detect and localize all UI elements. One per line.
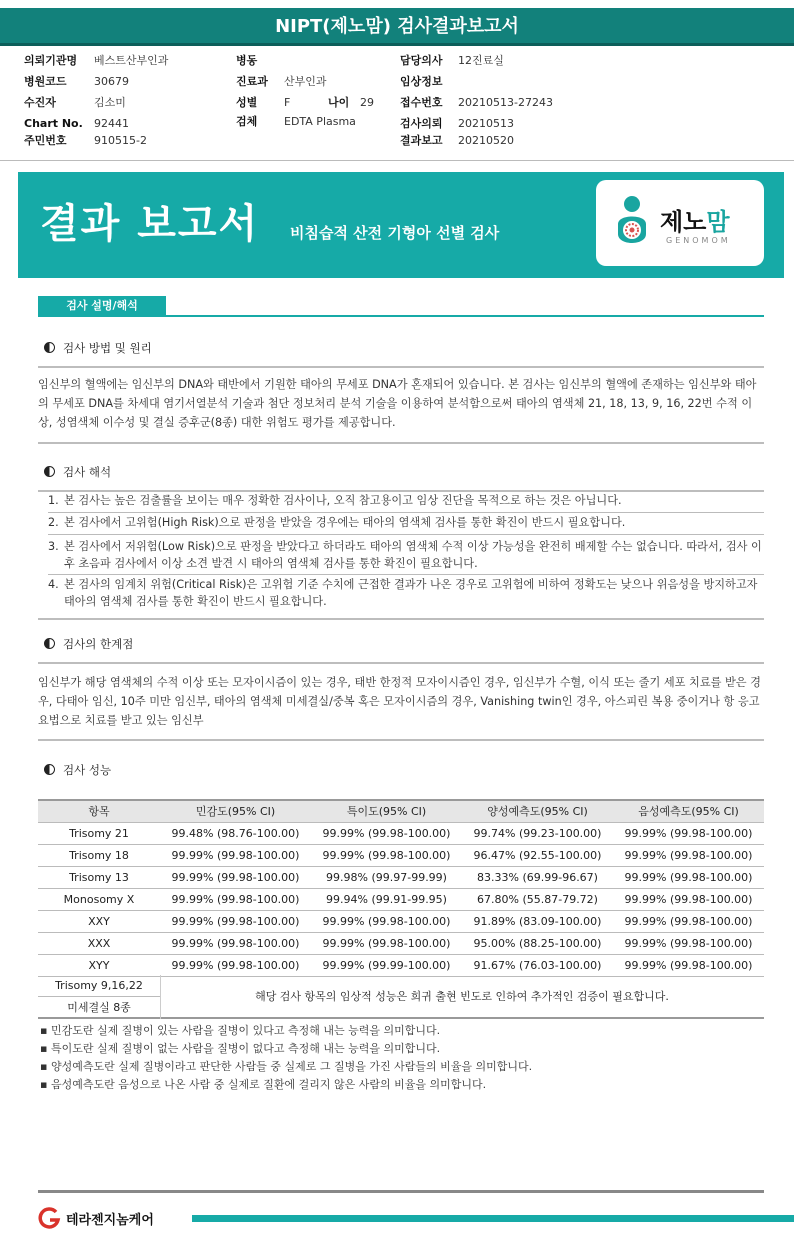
method-heading [44, 340, 152, 356]
section-tab: 검사 설명/해석 [38, 296, 166, 316]
divider [0, 160, 794, 161]
table-row [38, 954, 764, 976]
info-label: 병원코드 [24, 75, 67, 88]
footer-rule [38, 1190, 764, 1193]
row-label-cell: Trisomy 21 [38, 822, 160, 844]
value-cell: 99.98% (99.97-99.99) [311, 866, 462, 888]
row-label-cell: XXY [38, 910, 160, 932]
footer-bar [192, 1215, 794, 1222]
logo-name-a: 제노 [660, 208, 707, 236]
value-cell: 83.33% (69.99-96.67) [462, 866, 613, 888]
info-label: 검사의뢰 [400, 117, 443, 130]
info-label: 담당의사 [400, 54, 443, 67]
info-label: Chart No. [24, 117, 83, 130]
value-cell: 99.99% (99.98-100.00) [160, 932, 311, 954]
info-label: 성별 [236, 96, 258, 109]
method-text: 임신부의 혈액에는 임신부의 DNA와 태반에서 기원한 태아의 무세포 DNA가 혼재되어 있습니다. 본 검사는 임신부의 혈액에 존재하는 임신부와 태아의 무세포 DNA를 차세대 염기서열분석 기술과 첨단 정보처리 분석 기술을 이용하여 분석함으로써 태아의 염색체 21, 18, 13, 9, 16, 22번 수적 이상, 성염색체 이수성 및 결실 증후군(8종) 대한 위험도 평가를 제공합니다. [38, 378, 757, 429]
value-cell: 99.99% (99.98-100.00) [160, 844, 311, 866]
performance-heading-text: 검사 성능 [63, 763, 112, 777]
table-row [38, 888, 764, 910]
value-cell: 99.99% (99.98-100.00) [613, 844, 764, 866]
item-number: 1. [48, 494, 59, 507]
section-rule [38, 315, 764, 317]
half-circle-icon [44, 638, 55, 649]
performance-table [38, 799, 764, 977]
report-title: NIPT(제노맘) 검사결과보고서 [275, 16, 519, 37]
limitations-heading [44, 636, 133, 652]
value-cell: 99.99% (99.98-100.00) [613, 954, 764, 976]
value-cell: 67.80% (55.87-79.72) [462, 888, 613, 910]
row-label-cell: Trisomy 18 [38, 844, 160, 866]
info-value: F [284, 96, 291, 109]
note-text: 해당 검사 항목의 임상적 성능은 희귀 출현 빈도로 인하여 추가적인 검증이 필요합니다. [255, 990, 669, 1003]
logo-name [660, 202, 730, 237]
value-cell: 91.89% (83.09-100.00) [462, 910, 613, 932]
table-row [38, 932, 764, 954]
info-label: 진료과 [236, 75, 268, 88]
info-value: 베스트산부인과 [94, 54, 169, 67]
divider [38, 739, 764, 741]
definitions-list [40, 1022, 764, 1094]
value-cell: 99.99% (99.98-100.00) [613, 932, 764, 954]
item-text: 본 검사의 임계치 위험(Critical Risk)은 고위험 기준 수치에 근접한 결과가 나온 경우로 고위험에 비하여 정확도는 낮으나 위음성을 방지하고자 태아의 염색체 검사를 통한 확진이 반드시 필요합니다. [64, 578, 758, 608]
info-value: 910515-2 [94, 134, 147, 147]
info-label: 주민번호 [24, 134, 67, 147]
table-row [38, 910, 764, 932]
info-value: 산부인과 [284, 75, 327, 88]
half-circle-icon [44, 342, 55, 353]
item-number: 4. [48, 578, 59, 591]
info-label: 임상정보 [400, 75, 443, 88]
limitations-text: 임신부가 해당 염색체의 수적 이상 또는 모자이시즘이 있는 경우, 태반 한정적 모자이시즘인 경우, 임신부가 수혈, 이식 또는 줄기 세포 치료를 받은 경우, 다태아 임신, 10주 미만 임신부, 태아의 염색체 미세결실/중복 혹은 모자이시즘의 경우, Vanishing twin인 경우, 아스피린 복용 중이거나 항 응고 요법으로 치료를 받고 있는 임신부 [38, 676, 761, 727]
method-heading-text: 검사 방법 및 원리 [63, 341, 152, 355]
logo-name-b: 맘 [706, 208, 730, 236]
table-row [38, 822, 764, 844]
item-text: 본 검사에서 고위험(High Risk)으로 판정을 받았을 경우에는 태아의 염색체 검사를 통한 확진이 반드시 필요합니다. [64, 516, 626, 529]
limitations-heading-text: 검사의 한계점 [63, 637, 134, 651]
value-cell: 99.99% (99.98-100.00) [613, 910, 764, 932]
value-cell: 99.48% (98.76-100.00) [160, 822, 311, 844]
definition-item: ▪ 음성예측도란 음성으로 나온 사람 중 실제로 질환에 걸리지 않은 사람의 비율을 의미합니다. [40, 1078, 487, 1091]
info-value: 김소미 [94, 96, 126, 109]
table-row [38, 844, 764, 866]
item-number: 3. [48, 540, 59, 553]
value-cell: 99.99% (99.98-100.00) [613, 822, 764, 844]
value-cell: 95.00% (88.25-100.00) [462, 932, 613, 954]
column-header: 특이도(95% CI) [311, 800, 462, 822]
table-row [38, 866, 764, 888]
column-header: 민감도(95% CI) [160, 800, 311, 822]
age-value: 29 [360, 96, 374, 109]
logo-english: GENOMOM [666, 236, 731, 245]
value-cell: 99.99% (99.98-100.00) [613, 866, 764, 888]
info-label: 검체 [236, 115, 258, 128]
definition-item: ▪ 양성예측도란 실제 질병이라고 판단한 사람들 중 실제로 그 질병을 가진 사람들의 비율을 의미합니다. [40, 1060, 533, 1073]
info-label: 접수번호 [400, 96, 443, 109]
divider [48, 534, 764, 535]
genomom-logo [596, 180, 764, 266]
column-header: 항목 [38, 800, 160, 822]
value-cell: 96.47% (92.55-100.00) [462, 844, 613, 866]
report-title-bar [0, 8, 794, 46]
value-cell: 99.74% (99.23-100.00) [462, 822, 613, 844]
value-cell: 99.99% (99.98-100.00) [613, 888, 764, 910]
banner-title: 결과 보고서 [40, 201, 260, 247]
genomom-mark-icon [612, 194, 652, 252]
interpretation-heading-text: 검사 해석 [63, 465, 112, 479]
info-label: 결과보고 [400, 134, 443, 147]
patient-info [0, 52, 794, 157]
note-label: 미세결실 8종 [67, 1001, 131, 1014]
company-logo [36, 1207, 154, 1233]
item-text: 본 검사는 높은 검출률을 보이는 매우 정확한 검사이나, 오직 참고용이고 임상 진단을 목적으로 하는 것은 아닙니다. [64, 494, 622, 507]
value-cell: 99.99% (99.98-100.00) [160, 910, 311, 932]
divider [38, 442, 764, 444]
half-circle-icon [44, 764, 55, 775]
divider [38, 618, 764, 620]
row-label-cell: XYY [38, 954, 160, 976]
info-value: 20210513-27243 [458, 96, 553, 109]
banner-subtitle: 비침습적 산전 기형아 선별 검사 [290, 224, 500, 242]
age-label: 나이 [328, 96, 350, 109]
divider [48, 574, 764, 575]
value-cell: 99.99% (99.98-100.00) [311, 822, 462, 844]
info-value: 12진료실 [458, 54, 504, 67]
value-cell: 99.99% (99.98-100.00) [160, 866, 311, 888]
value-cell: 91.67% (76.03-100.00) [462, 954, 613, 976]
divider [38, 366, 764, 368]
value-cell: 99.99% (99.98-100.00) [311, 910, 462, 932]
performance-note-row [38, 975, 764, 1019]
value-cell: 99.99% (99.98-100.00) [160, 954, 311, 976]
divider [48, 512, 764, 513]
info-value: 92441 [94, 117, 129, 130]
item-number: 2. [48, 516, 59, 529]
interpretation-heading [44, 464, 111, 480]
info-label: 의뢰기관명 [24, 54, 78, 67]
item-text: 본 검사에서 저위험(Low Risk)으로 판정을 받았다고 하더라도 태아의 염색체 수적 이상 가능성을 완전히 배제할 수는 없습니다. 따라서, 검사 이후 초음파 검사에서 이상 소견 발견 시 태아의 염색체 검사를 통한 확진이 필요합니다. [64, 540, 762, 570]
result-banner [18, 172, 784, 278]
info-label: 병동 [236, 54, 258, 67]
company-g-icon [36, 1207, 62, 1229]
value-cell: 99.99% (99.99-100.00) [311, 954, 462, 976]
divider [38, 662, 764, 664]
value-cell: 99.99% (99.98-100.00) [311, 844, 462, 866]
half-circle-icon [44, 466, 55, 477]
performance-heading [44, 762, 111, 778]
row-label-cell: Monosomy X [38, 888, 160, 910]
column-header: 양성예측도(95% CI) [462, 800, 613, 822]
info-label: 수진자 [24, 96, 56, 109]
row-label-cell: XXX [38, 932, 160, 954]
definition-item: ▪ 민감도란 실제 질병이 있는 사람을 질병이 있다고 측정해 내는 능력을 의미합니다. [40, 1024, 441, 1037]
note-label: Trisomy 9,16,22 [38, 975, 160, 997]
definition-item: ▪ 특이도란 실제 질병이 없는 사람을 질병이 없다고 측정해 내는 능력을 의미합니다. [40, 1042, 441, 1055]
info-value: 30679 [94, 75, 129, 88]
info-value: 20210520 [458, 134, 514, 147]
info-value: 20210513 [458, 117, 514, 130]
table-header-row [38, 800, 764, 822]
column-header: 음성예측도(95% CI) [613, 800, 764, 822]
info-value: EDTA Plasma [284, 115, 356, 128]
value-cell: 99.99% (99.98-100.00) [160, 888, 311, 910]
company-name: 테라젠지놈케어 [66, 1212, 154, 1228]
value-cell: 99.99% (99.98-100.00) [311, 932, 462, 954]
value-cell: 99.94% (99.91-99.95) [311, 888, 462, 910]
row-label-cell: Trisomy 13 [38, 866, 160, 888]
